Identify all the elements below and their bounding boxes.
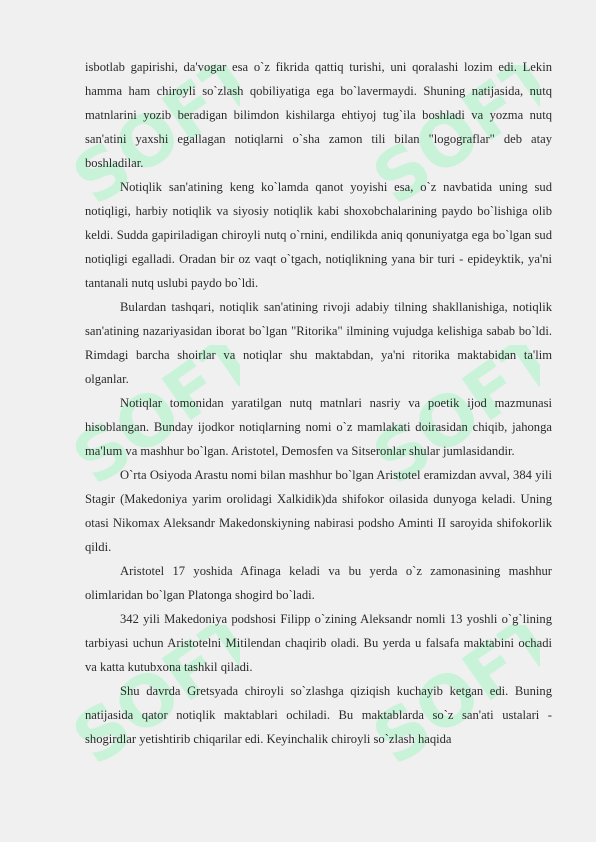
paragraph: Shu davrda Gretsyada chiroyli so`zlashga qiziqish kuchayib ketgan edi. Buning natijasida qator notiqlik maktablari ochiladi. Bu maktablarda so`z san'ati ustalari - shogirdlar yetishtirib chiqarilar edi. Keyinchalik chiroyli so`zlash haqida — [85, 684, 552, 746]
body-text — [85, 55, 552, 751]
watermark-s-glyph: SOFT — [70, 345, 240, 485]
paragraph: Aristotel 17 yoshida Afinaga keladi va bu yerda o`z zamonasining mashhur olimlaridan bo`lgan Platonga shogird bo`ladi. — [85, 564, 552, 602]
paragraph: Notiqlik san'atining keng ko`lamda qanot yoyishi esa, o`z navbatida uning sud notiqligi, harbiy notiqlik va siyosiy notiqlik kabi shoxobchalarining paydo bo`lishiga olib keldi. Sudda gapiriladigan chiroyli nutq o`rnini, endilikda aniq qonuniyatga ega bo`lgan sud notiqligi egalladi. Oradan bir oz vaqt o`tgach, notiqlikning yana bir turi - epideyktik, ya'ni tantanali nutq uslubi paydo bo`ldi. — [85, 180, 552, 290]
paragraph: Notiqlar tomonidan yaratilgan nutq matnlari nasriy va poetik ijod mazmunasi hisoblangan. Bunday ijodkor notiqlarning nomi o`z mamlakati doirasidan chiqib, jahonga ma'lum va mashhur bo`lgan. Aristotel, Demosfen va Sitseronlar shular jumlasidandir. — [85, 396, 552, 458]
watermark-s-glyph: SOFT — [370, 345, 540, 485]
paragraph: isbotlab gapirishi, da'vogar esa o`z fikrida qattiq turishi, uni qoralashi lozim edi. Lekin hamma ham chiroyli so`zlash qobiliyatiga ega bo`lavermaydi. Shuning natijasida, nutq matnlarini yozib beradigan bilimdon kishilarga ehtiyoj tug`ila boshladi va yozma nutq san'atini yaxshi egallagan notiqlarni o`sha zamon tili bilan "logograflar" deb atay boshladilar. — [85, 60, 552, 170]
paragraph: 342 yili Makedoniya podshosi Filipp o`zining Aleksandr nomli 13 yoshli o`g`lining tarbiyasi uchun Aristotelni Mitilendan chaqirib oladi. Bu yerda u falsafa maktabini ochadi va katta kutubxona tashkil qiladi. — [85, 612, 552, 674]
watermark-s-glyph: SOFT — [370, 625, 540, 765]
watermark-s-glyph: SOFT — [70, 65, 240, 205]
watermark-s-glyph: SOFT — [370, 65, 540, 205]
paragraph: O`rta Osiyoda Arastu nomi bilan mashhur bo`lgan Aristotel eramizdan avval, 384 yili Stagir (Makedoniya yarim orolidagi Xalkidik)da shifokor oilasida dunyoga keladi. Uning otasi Nikomax Aleksandr Makedonskiyning nabirasi podsho Aminti II saroyida shifokorlik qildi. — [85, 468, 552, 554]
paragraph: Bulardan tashqari, notiqlik san'atining rivoji adabiy tilning shakllanishiga, notiqlik san'atining nazariyasidan iborat bo`lgan "Ritorika" ilmining vujudga kelishiga sabab bo`ldi. Rimdagi barcha shoirlar va notiqlar shu maktabdan, ya'ni ritorika maktabidan ta'lim olganlar. — [85, 300, 552, 386]
watermark-s-glyph: SOFT — [70, 625, 240, 765]
